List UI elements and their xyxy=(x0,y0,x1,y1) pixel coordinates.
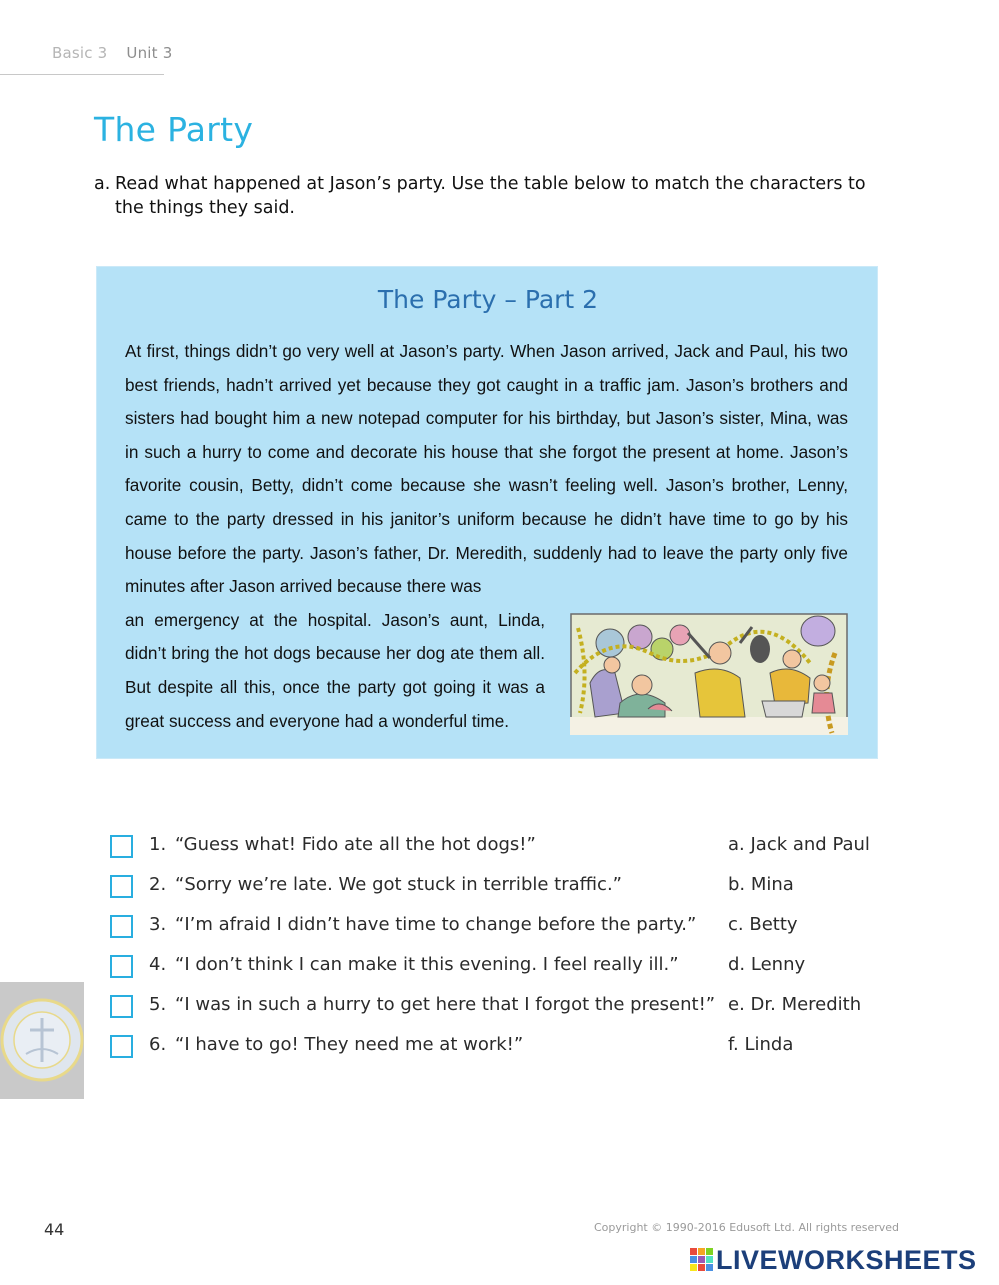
page-title: The Party xyxy=(94,110,254,149)
question-row xyxy=(108,946,898,986)
seal-emblem-icon xyxy=(0,982,84,1099)
reading-box xyxy=(96,266,878,759)
reading-paragraph-main: At first, things didn’t go very well at Jason’s party. When Jason arrived, Jack and Paul, his two best friends, hadn’t arrived yet because they got caught in a traffic jam. Jason’s brothers and sisters had bought him a new notepad computer for his birthday, but Jason’s sister, Mina, was in such a hurry to come and decorate his house that she forgot the present at home. Jason’s favorite cousin, Betty, didn’t come because she wasn’t feeling well. Jason’s brother, Lenny, came to the party dressed in his janitor’s uniform because he didn’t have time to go by his house before the party. Jason’s father, Dr. Meredith, suddenly had to leave the party only five minutes after Jason arrived because there was xyxy=(125,341,848,597)
character-option: b. Mina xyxy=(728,874,794,895)
answer-checkbox[interactable] xyxy=(110,955,133,978)
copyright-notice: Copyright © 1990-2016 Edusoft Ltd. All rights reserved xyxy=(594,1221,900,1234)
university-seal xyxy=(0,982,84,1099)
answer-checkbox[interactable] xyxy=(110,915,133,938)
reading-title: The Party – Part 2 xyxy=(377,285,599,314)
answer-checkbox[interactable] xyxy=(110,875,133,898)
character-option: d. Lenny xyxy=(728,954,806,975)
instruction-text: Read what happened at Jason’s party. Use the table below to match the characters to the things they said. xyxy=(115,174,866,218)
question-number: 4. xyxy=(149,954,167,975)
question-number: 1. xyxy=(149,834,167,855)
answer-checkbox[interactable] xyxy=(110,835,133,858)
answer-checkbox[interactable] xyxy=(110,1035,133,1058)
question-quote: “I was in such a hurry to get here that I forgot the present!” xyxy=(175,994,716,1015)
answer-checkbox[interactable] xyxy=(110,995,133,1018)
question-number: 3. xyxy=(149,914,167,935)
question-row xyxy=(108,866,898,906)
character-option: e. Dr. Meredith xyxy=(728,994,862,1015)
party-illustration xyxy=(570,613,848,735)
question-quote: “Sorry we’re late. We got stuck in terrible traffic.” xyxy=(175,874,622,895)
question-quote: “Guess what! Fido ate all the hot dogs!” xyxy=(175,834,536,855)
question-row xyxy=(108,826,898,866)
question-quote: “I’m afraid I didn’t have time to change before the party.” xyxy=(175,914,697,935)
unit-label: Unit 3 xyxy=(126,44,173,62)
instruction xyxy=(94,172,884,220)
brand-logo[interactable] xyxy=(690,1244,977,1276)
character-option: a. Jack and Paul xyxy=(728,834,870,855)
question-number: 6. xyxy=(149,1034,167,1055)
brand-name: LIVEWORKSHEETS xyxy=(716,1244,977,1275)
level-label: Basic 3 xyxy=(52,44,108,62)
question-row xyxy=(108,1026,898,1066)
reading-paragraph-wrapped: an emergency at the hospital. Jason’s aunt, Linda, didn’t bring the hot dogs because her dog ate them all. But despite all this, once the party got going it was a great success and everyone had a wonderful time. xyxy=(125,609,545,731)
question-quote: “I have to go! They need me at work!” xyxy=(175,1034,524,1055)
page-number: 44 xyxy=(44,1220,65,1239)
character-option: f. Linda xyxy=(728,1034,794,1055)
liveworksheets-icon xyxy=(690,1248,714,1272)
question-quote: “I don’t think I can make it this evening. I feel really ill.” xyxy=(175,954,679,975)
question-number: 2. xyxy=(149,874,167,895)
breadcrumb xyxy=(52,44,172,62)
instruction-label: a. xyxy=(94,174,111,194)
question-number: 5. xyxy=(149,994,167,1015)
header-divider xyxy=(0,74,164,75)
question-row xyxy=(108,906,898,946)
character-option: c. Betty xyxy=(728,914,798,935)
question-row xyxy=(108,986,898,1026)
